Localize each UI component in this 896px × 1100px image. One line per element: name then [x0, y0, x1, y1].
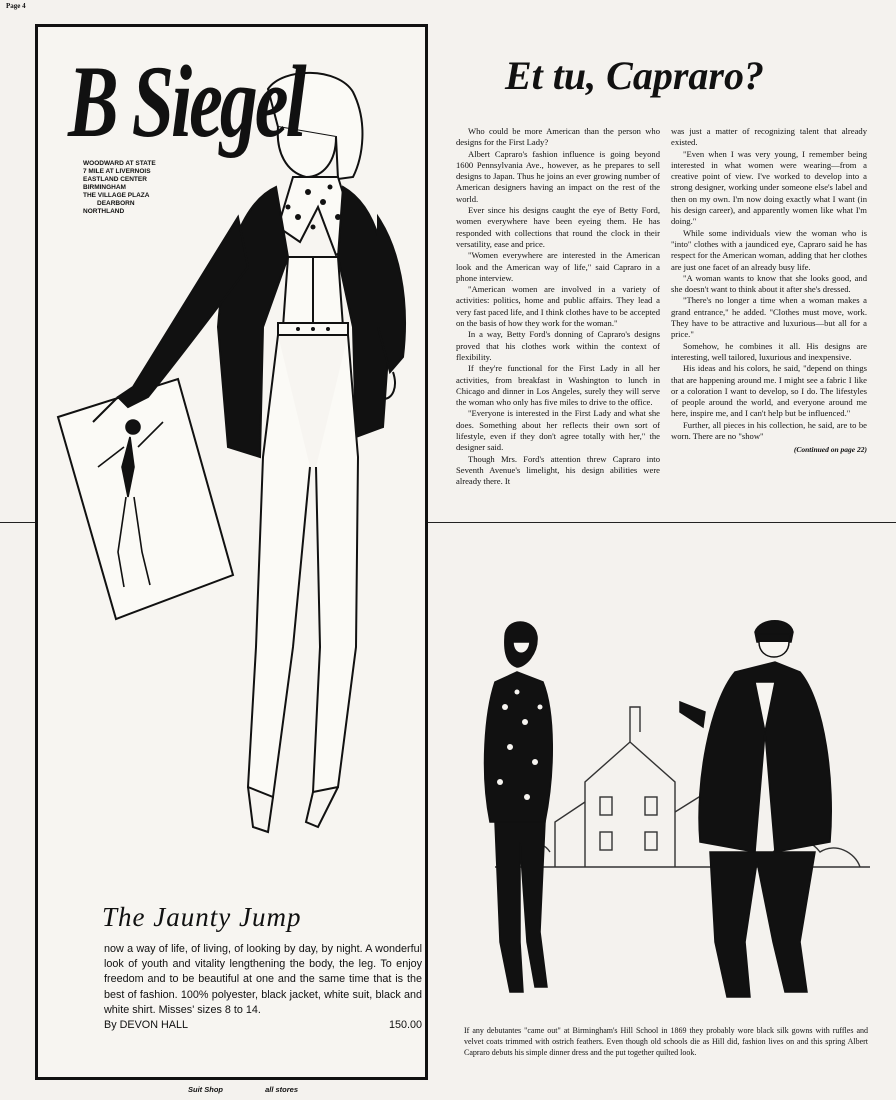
page-number: Page 4	[6, 2, 26, 10]
paragraph: Further, all pieces in his collection, he said, are to be worn. There are no "show"	[671, 419, 867, 442]
paragraph: "Everyone is interested in the First Lady and what she does. Something about her reflects their own sort of lifestyle, even if they don't agree totally with her," the designer said.	[456, 408, 660, 453]
paragraph: If they're functional for the First Lady in all her activities, from breakfast in Washington to lunch in Chicago and dinner in Los Angeles, surely they will serve the woman who only has five miles to drive to the office.	[456, 363, 660, 408]
price: 150.00	[388, 1019, 422, 1032]
ad-description: now a way of life, of living, of looking by day, by night. A wonderful look of youth and vitality lengthening the body, the leg. To enjoy freedom and to be beautiful at one and the same time that is the best of fashion. 100% polyester, black jacket, white suit, black and white shirt. Misses' sizes 8 to 14.	[104, 943, 422, 1016]
store-location: THE VILLAGE PLAZA	[83, 192, 150, 199]
store-location: WOODWARD AT STATE	[83, 160, 156, 167]
ad-footer	[188, 1085, 338, 1094]
paragraph: Albert Capraro's fashion influence is going beyond 1600 Pennsylvania Ave., however, as he prepares to sell designs to Japan. Thus he joins an ever growing number of American designers having an impact on the rest of the world.	[456, 148, 660, 204]
ad-copy	[104, 942, 422, 1033]
paragraph: In a way, Betty Ford's donning of Capraro's designs proved that his clothes work within the context of flexibility.	[456, 329, 660, 362]
paragraph: His ideas and his colors, he said, "depend on things that are happening around me. I might see a fabric I like or a coloration I want to develop, so I do. The lifestyles of people around the world, and everyone around me here, inspire me, and I can't help but be influenced."	[671, 363, 867, 419]
siegel-logo: B Siegel	[68, 45, 304, 159]
paragraph: Who could be more American than the person who designs for the First Lady?	[456, 126, 660, 148]
availability-label: all stores	[265, 1085, 299, 1094]
paragraph: "A woman wants to know that she looks good, and she doesn't want to think about it after she's dressed.	[671, 272, 867, 295]
paragraph: Ever since his designs caught the eye of Betty Ford, women everywhere have been eyeing them. He has responded with collections that round the clock in their versatility, ease and price.	[456, 205, 660, 249]
store-location: 7 MILE AT LIVERNOIS	[83, 168, 151, 175]
brand-line	[104, 1018, 422, 1033]
brand-name: By DEVON HALL	[104, 1019, 189, 1032]
right-model-figure	[680, 621, 831, 997]
sketch-card	[58, 379, 233, 619]
siegel-advertisement	[35, 24, 428, 1094]
department-label: Suit Shop	[188, 1085, 223, 1094]
left-model-figure	[485, 622, 553, 992]
continued-notice: (Continued on page 22)	[793, 445, 867, 455]
article-title: Et tu, Capraro?	[505, 53, 764, 98]
store-location: EASTLAND CENTER	[83, 176, 147, 183]
paragraph: "There's no longer a time when a woman makes a grand entrance," he added. "Clothes must move, work. They have to be attractive and luxurious—but all for a price."	[671, 295, 867, 340]
store-locations	[83, 160, 156, 216]
paragraph: was just a matter of recognizing talent that already existed.	[671, 126, 867, 148]
paragraph: "Even when I was very young, I remember being interested in what women were wearing—from a creative point of view. I've worked to develop into a strong designer, working under someone else's label and then on my own. I'm now doing exactly what I want (in his design career), and apparently women like what I'm doing."	[671, 148, 867, 227]
photo-caption: If any debutantes "came out" at Birmingham's Hill School in 1869 they probably wore black silk gowns with ruffles and velvet coats trimmed with ostrich feathers. Even though old schools die as Hill did, fashion lives on and this spring Albert Capraro debuts his simple dinner dress and the put together quilted look.	[464, 1026, 868, 1057]
paragraph: While some individuals view the woman who is "into" clothes with a jaundiced eye, Capraro said he has respect for the American woman, adding that her clothes are just one facet of an already busy life.	[671, 227, 867, 272]
article-illustration	[455, 612, 875, 1017]
store-location: NORTHLAND	[83, 208, 125, 215]
paragraph: Somehow, he combines it all. His designs are interesting, well tailored, luxurious and inexpensive.	[671, 340, 867, 362]
paragraph: "American women are involved in a variety of activities: politics, home and public affairs. They lead a very fast paced life, and I think clothes have to be accepted on the basis of how they work for the woman."	[456, 284, 660, 329]
ad-headline: The Jaunty Jump	[102, 902, 302, 932]
paragraph: "Women everywhere are interested in the American look and the American way of life," said Capraro in a phone interview.	[456, 250, 660, 283]
store-location: BIRMINGHAM	[83, 184, 126, 191]
store-location: DEARBORN	[97, 200, 135, 207]
paragraph: Though Mrs. Ford's attention threw Capraro into Seventh Avenue's limelight, his design abilities were already there. It	[456, 453, 660, 487]
article-column-1	[456, 126, 660, 488]
article-column-2	[671, 126, 867, 456]
